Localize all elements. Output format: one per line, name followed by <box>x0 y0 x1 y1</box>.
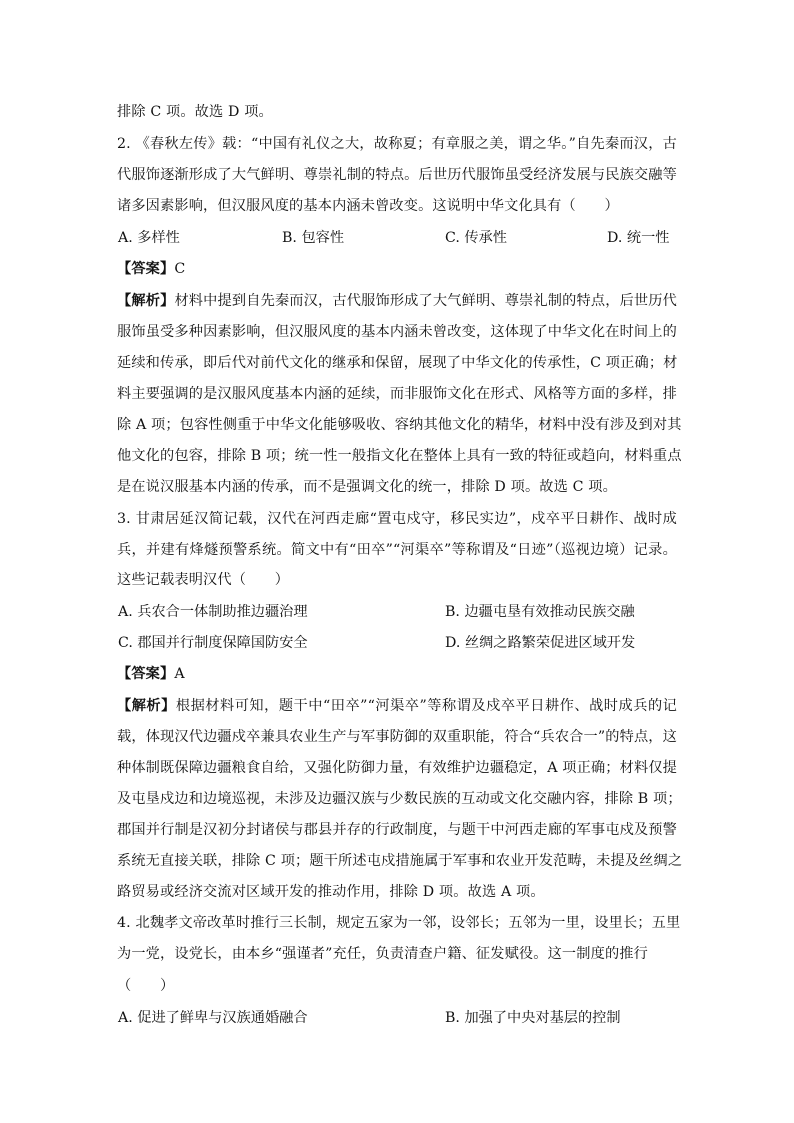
answer-value: A <box>174 666 185 682</box>
question-2-explanation-line-5: 除 A 项；包容性侧重于中华文化能够吸收、容纳其他文化的精华，材料中没有涉及到对其 <box>117 417 682 433</box>
question-3-explanation-line-5: 郡国并行制是汉初分封诸侯与郡县并存的行政制度，与题干中河西走廊的军事屯戍及预警 <box>117 822 677 838</box>
question-2-explanation-line-7: 是在说汉服基本内涵的传承，而不是强调文化的统一，排除 D 项。故选 C 项。 <box>117 479 617 495</box>
question-3-stem-line-2: 兵，并建有烽燧预警系统。简文中有“田卒”“河渠卒”等称谓及“日迹”（巡视边境）记录。 <box>117 542 677 558</box>
question-3-answer <box>117 664 677 684</box>
question-2-answer <box>117 259 677 279</box>
question-3-option-a: A. 兵农合一体制助推边疆治理 <box>118 604 308 620</box>
question-4-option-b: B. 加强了中央对基层的控制 <box>445 1010 621 1026</box>
question-3-option-b: B. 边疆屯垦有效推动民族交融 <box>445 604 635 620</box>
question-4-stem-line-2: 为一党，设党长，由本乡“强谨者”充任，负责清查户籍、征发赋役。这一制度的推行 <box>117 946 648 962</box>
question-3-stem-line-3: 这些记载表明汉代（ ） <box>117 572 290 588</box>
question-3-explanation-line-1 <box>117 696 677 716</box>
question-2-option-b: B. 包容性 <box>282 230 345 246</box>
question-2-option-d: D. 统一性 <box>607 230 670 246</box>
explanation-tag: 【解析】 <box>117 293 175 309</box>
question-3-explanation-line-6: 系统无直接关联，排除 C 项；题干所述屯戍措施属于军事和农业开发范畴，未提及丝绸之 <box>117 853 683 869</box>
question-2-explanation-line-4: 料主要强调的是汉服风度基本内涵的延续，而非服饰文化在形式、风格等方面的多样，排 <box>117 386 677 402</box>
question-2-option-a: A. 多样性 <box>118 230 180 246</box>
question-2-stem-line-3: 诸多因素影响，但汉服风度的基本内涵未曾改变。这说明中华文化具有（ ） <box>117 198 619 214</box>
question-2-stem-line-2: 代服饰逐渐形成了大气鲜明、尊崇礼制的特点。后世历代服饰虽受经济发展与民族交融等 <box>117 167 677 183</box>
question-3-explanation-line-4: 及屯垦戍边和边境巡视，未涉及边疆汉族与少数民族的互动或文化交融内容，排除 B 项； <box>117 791 682 807</box>
explanation-tag: 【解析】 <box>117 698 176 714</box>
question-2-option-c: C. 传承性 <box>445 230 507 246</box>
question-3-explanation-line-7: 路贸易或经济交流对区域开发的推动作用，排除 D 项。故选 A 项。 <box>117 884 545 900</box>
question-3-explanation-line-3: 种体制既保障边疆粮食自给，又强化防御力量，有效维护边疆稳定，A 项正确；材料仅提 <box>117 760 677 776</box>
explanation-text: 材料中提到自先秦而汉，古代服饰形成了大气鲜明、尊崇礼制的特点，后世历代 <box>174 293 677 309</box>
question-2-explanation-line-1 <box>117 291 677 311</box>
question-4-stem-line-3: （ ） <box>117 978 175 994</box>
question-3-explanation-line-2: 载，体现汉代边疆戍卒兼具农业生产与军事防御的双重职能，符合“兵农合一”的特点，这 <box>117 729 677 745</box>
question-2-stem-line-1: 2. 《春秋左传》载：“中国有礼仪之大，故称夏；有章服之美，谓之华。”自先秦而汉，古 <box>117 136 677 152</box>
explanation-text: 根据材料可知，题干中“田卒”“河渠卒”等称谓及戍卒平日耕作、战时成兵的记 <box>175 698 677 714</box>
question-2-explanation-line-2: 服饰虽受多种因素影响，但汉服风度的基本内涵未曾改变，这体现了中华文化在时间上的 <box>117 324 677 340</box>
question-3-option-c: C. 郡国并行制度保障国防安全 <box>118 635 308 651</box>
question-3-stem-line-1: 3. 甘肃居延汉简记载，汉代在河西走廊“置屯戍守，移民实边”，戍卒平日耕作、战时成 <box>117 511 677 527</box>
prev-explanation-tail: 排除 C 项。故选 D 项。 <box>117 104 273 120</box>
question-2-explanation-line-3: 延续和传承，即后代对前代文化的继承和保留，展现了中华文化的传承性，C 项正确；材 <box>117 355 678 371</box>
answer-tag: 【答案】 <box>117 261 175 277</box>
question-4-stem-line-1: 4. 北魏孝文帝改革时推行三长制，规定五家为一邻，设邻长；五邻为一里，设里长；五里 <box>117 915 681 931</box>
answer-value: C <box>174 261 186 277</box>
question-2-explanation-line-6: 他文化的包容，排除 B 项；统一性一般指文化在整体上具有一致的特征或趋向，材料重点 <box>117 448 682 464</box>
answer-tag: 【答案】 <box>117 666 175 682</box>
question-4-option-a: A. 促进了鲜卑与汉族通婚融合 <box>118 1010 308 1026</box>
question-3-option-d: D. 丝绸之路繁荣促进区域开发 <box>445 635 636 651</box>
